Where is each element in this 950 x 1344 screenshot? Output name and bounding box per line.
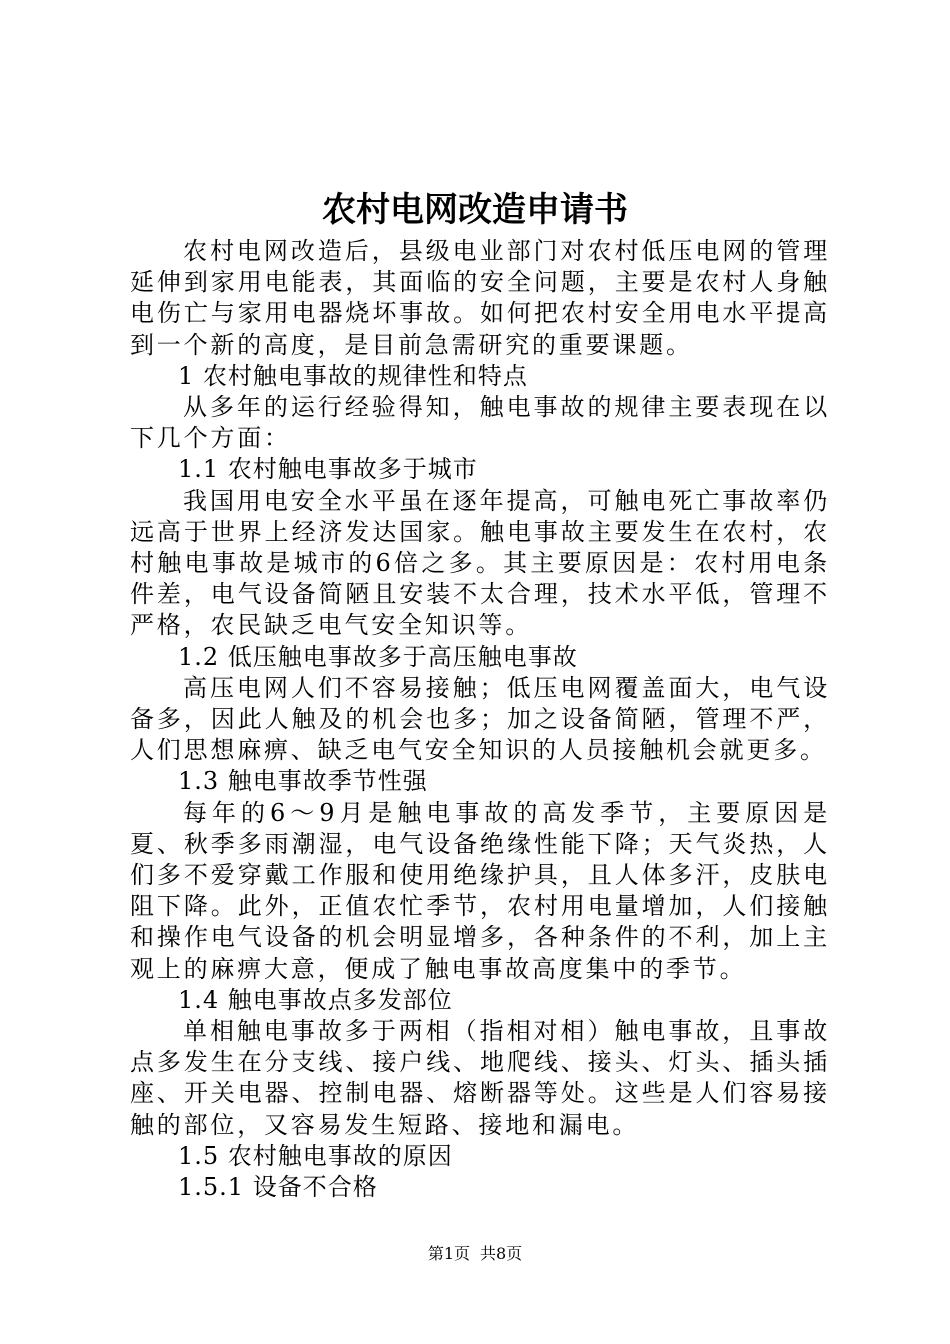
section-heading: 1.5.1 设备不合格 <box>178 1173 378 1202</box>
body-paragraph: 高压电网人们不容易接触；低压电网覆盖面大，电气设备多，因此人触及的机会也多；加之设备简陋，管理不严，人们思想麻痹、缺乏电气安全知识的人员接触机会就更多。 <box>130 673 830 765</box>
section-heading: 1.5 农村触电事故的原因 <box>178 1141 453 1170</box>
page-footer <box>0 1242 950 1266</box>
page-number: 第1页 <box>427 1244 470 1263</box>
section-heading: 1 农村触电事故的规律性和特点 <box>178 361 528 390</box>
section-heading: 1.3 触电事故季节性强 <box>178 767 428 796</box>
document-title: 农村电网改造申请书 <box>322 190 628 230</box>
body-paragraph: 单相触电事故多于两相（指相对相）触电事故，且事故点多发生在分支线、接户线、地爬线、接头、灯头、插头插座、开关电器、控制电器、熔断器等处。这些是人们容易接触的部位，又容易发生短路、接地和漏电。 <box>130 1017 830 1139</box>
body-paragraph: 农村电网改造后，县级电业部门对农村低压电网的管理延伸到家用电能表，其面临的安全问题，主要是农村人身触电伤亡与家用电器烧坏事故。如何把农村安全用电水平提高到一个新的高度，是目前急需研究的重要课题。 <box>130 237 830 359</box>
document-body <box>130 236 830 1203</box>
section-heading: 1.4 触电事故点多发部位 <box>178 985 453 1014</box>
page-total: 共8页 <box>480 1244 523 1263</box>
section-heading: 1.1 农村触电事故多于城市 <box>178 455 478 484</box>
body-paragraph: 从多年的运行经验得知，触电事故的规律主要表现在以下几个方面： <box>130 393 830 453</box>
section-heading: 1.2 低压触电事故多于高压触电事故 <box>178 642 578 671</box>
body-paragraph: 我国用电安全水平虽在逐年提高，可触电死亡事故率仍远高于世界上经济发达国家。触电事故主要发生在农村，农村触电事故是城市的6倍之多。其主要原因是：农村用电条件差，电气设备简陋且安装不太合理，技术水平低，管理不严格，农民缺乏电气安全知识等。 <box>130 486 830 640</box>
body-paragraph: 每年的6～9月是触电事故的高发季节，主要原因是夏、秋季多雨潮湿，电气设备绝缘性能下降；天气炎热，人们多不爱穿戴工作服和使用绝缘护具，且人体多汗，皮肤电阻下降。此外，正值农忙季节，农村用电量增加，人们接触和操作电气设备的机会明显增多，各种条件的不利，加上主观上的麻痹大意，便成了触电事故高度集中的季节。 <box>130 798 830 983</box>
